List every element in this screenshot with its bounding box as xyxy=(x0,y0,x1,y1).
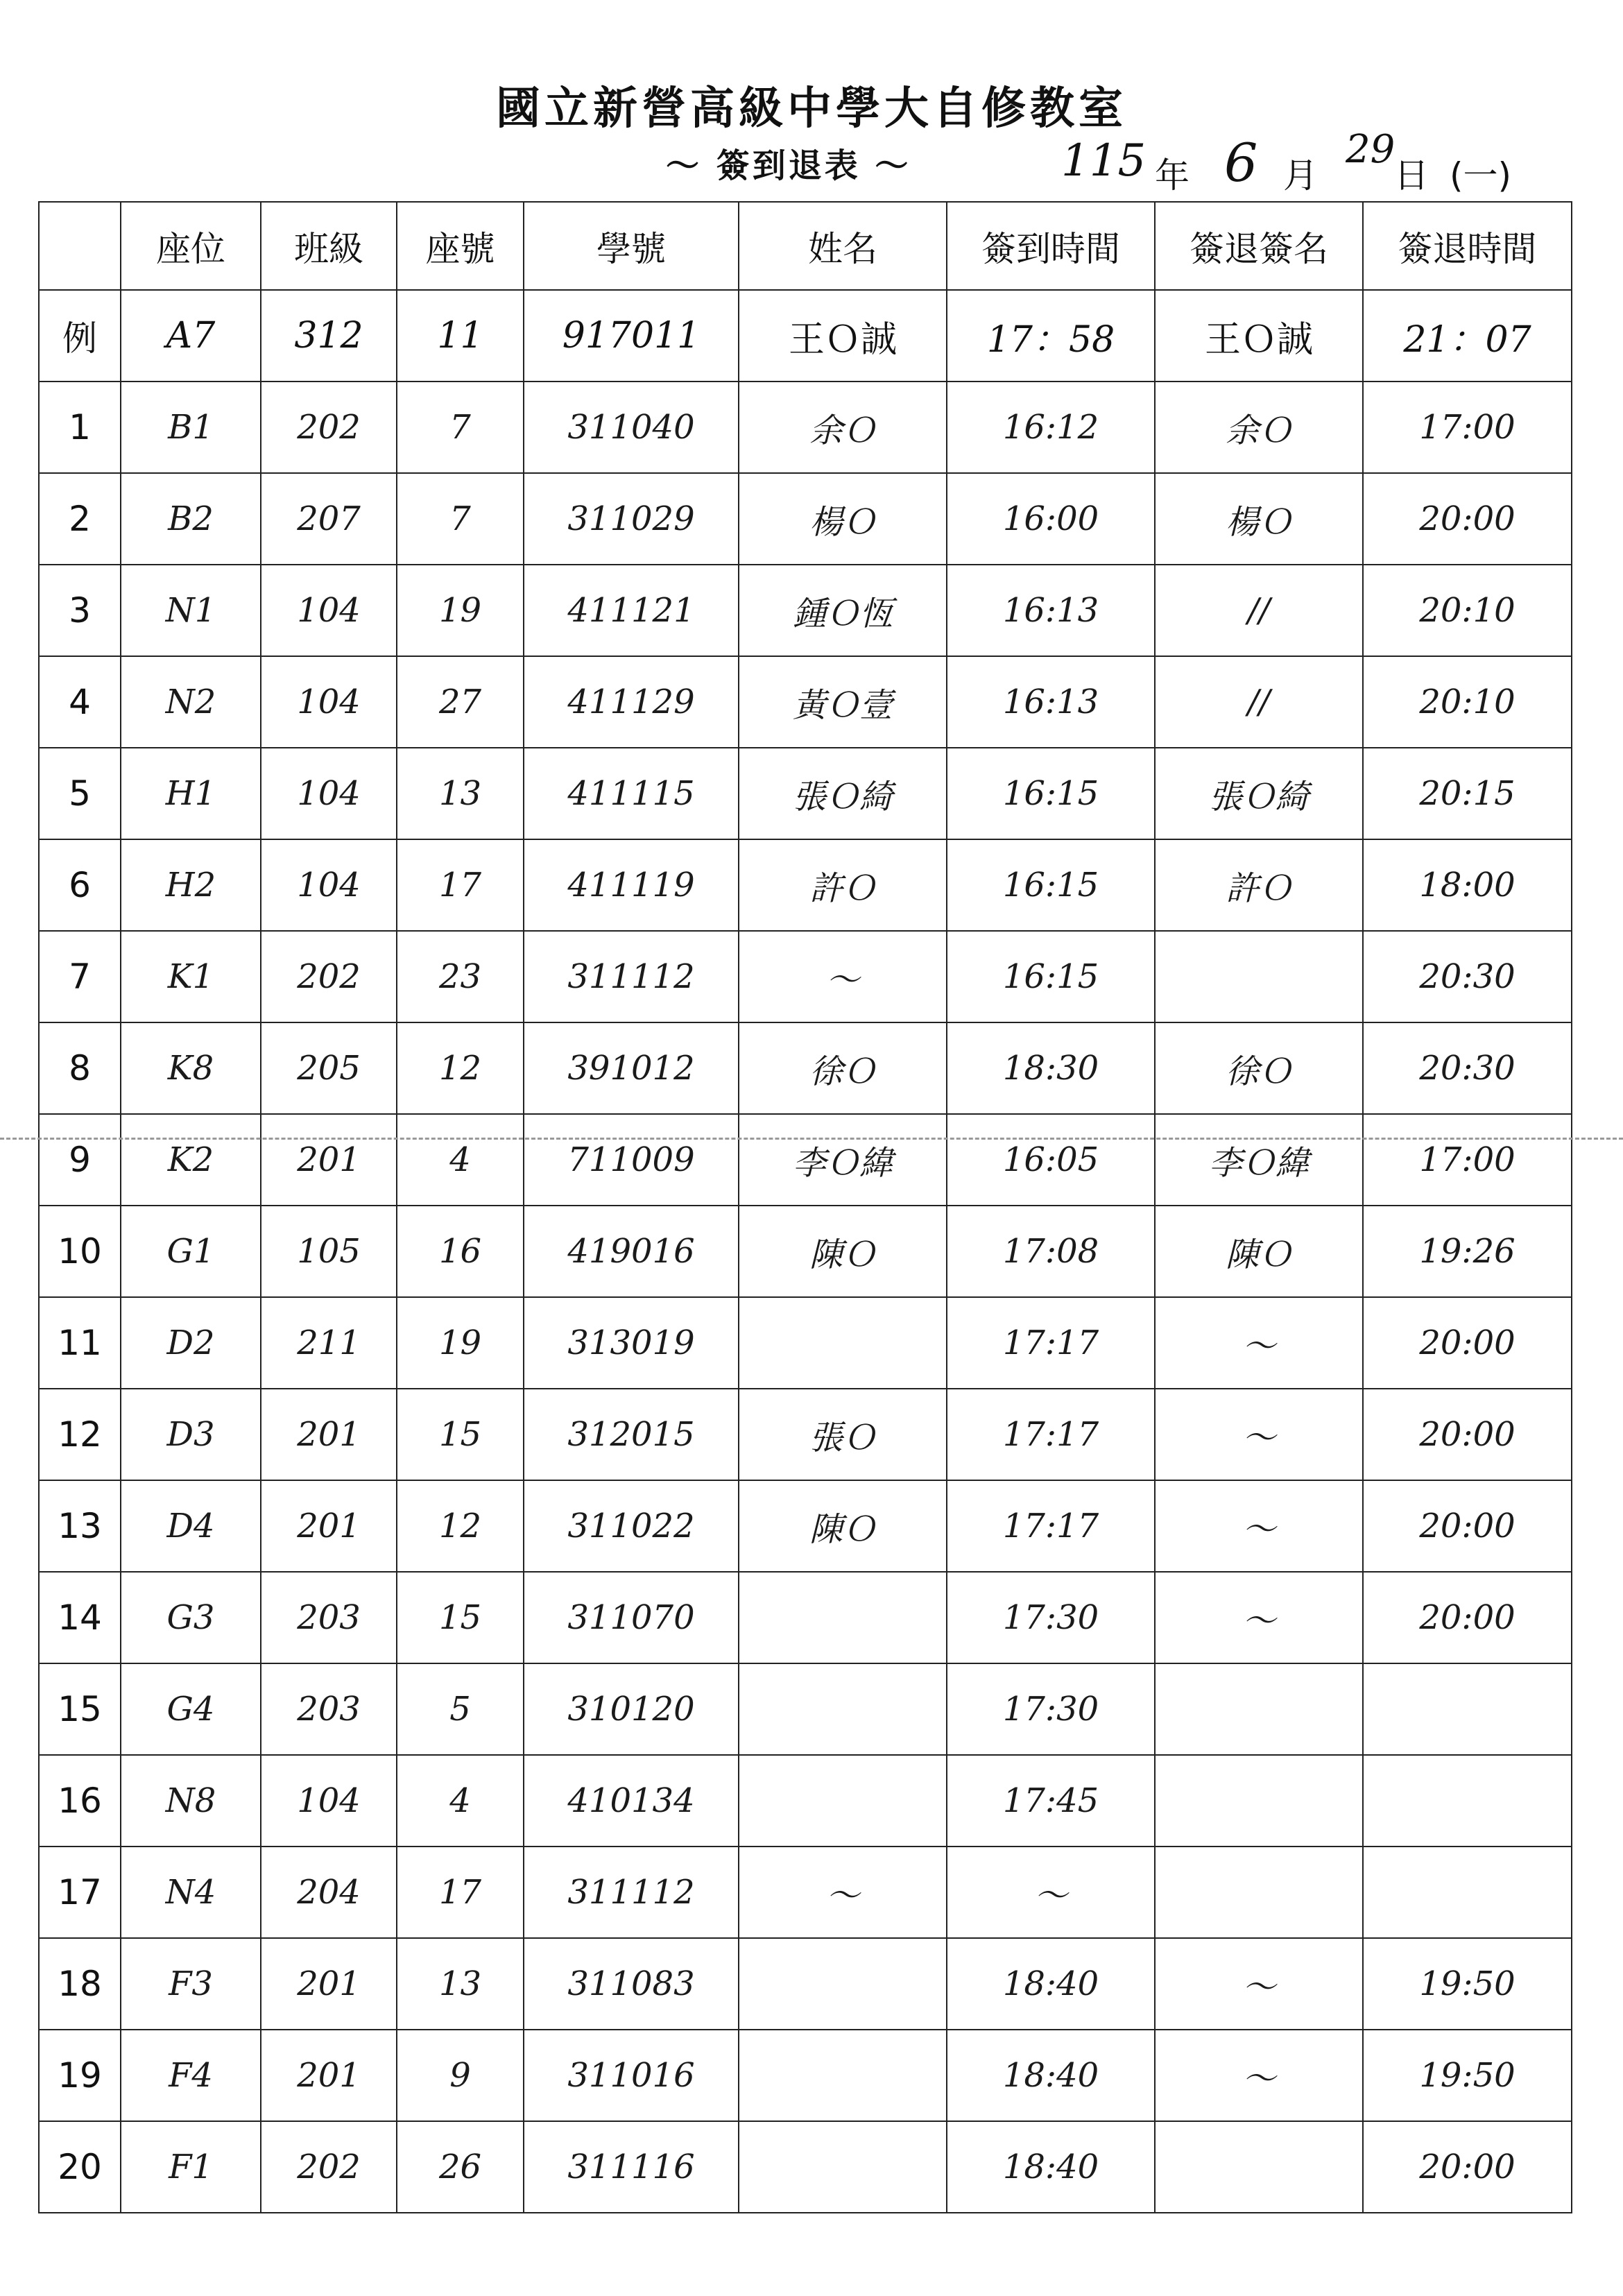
cell-seat: N1 xyxy=(121,565,261,656)
cell-row-index: 19 xyxy=(39,2030,121,2121)
cell-sign-out-signature: 楊Ｏ xyxy=(1155,473,1363,565)
fold-line xyxy=(0,1138,1623,1140)
sign-in-table xyxy=(38,201,1572,2213)
cell-sign-out-time xyxy=(1363,1755,1572,1847)
cell-seat-no: 4 xyxy=(397,1114,524,1206)
cell-sign-in-time: 16:00 xyxy=(947,473,1155,565)
cell-seat-no: 19 xyxy=(397,565,524,656)
table-row xyxy=(39,1206,1572,1297)
cell-class: 201 xyxy=(261,1114,397,1206)
cell-sign-out-signature: 徐Ｏ xyxy=(1155,1022,1363,1114)
cell-sign-out-time: 20:00 xyxy=(1363,1297,1572,1389)
col-index xyxy=(39,202,121,290)
cell-class: 104 xyxy=(261,748,397,839)
cell-sign-out-signature: 余Ｏ xyxy=(1155,382,1363,473)
cell-sign-out-time: 17:00 xyxy=(1363,1114,1572,1206)
cell-name: 鍾Ｏ恆 xyxy=(739,565,947,656)
cell-name xyxy=(739,1572,947,1663)
header-row xyxy=(39,202,1572,290)
example-sign-out-time: 21：07 xyxy=(1363,290,1572,382)
cell-name: 張Ｏ xyxy=(739,1389,947,1480)
cell-row-index: 2 xyxy=(39,473,121,565)
cell-name: 陳Ｏ xyxy=(739,1480,947,1572)
cell-sign-out-time: 20:30 xyxy=(1363,1022,1572,1114)
cell-seat: D3 xyxy=(121,1389,261,1480)
example-label: 例 xyxy=(39,290,121,382)
example-sign-in-time: 17：58 xyxy=(947,290,1155,382)
cell-sign-out-time: 19:26 xyxy=(1363,1206,1572,1297)
cell-name: ～ xyxy=(739,931,947,1022)
cell-seat-no: 15 xyxy=(397,1572,524,1663)
cell-student-id: 310120 xyxy=(524,1663,739,1755)
cell-name: ～ xyxy=(739,1847,947,1938)
cell-seat: H1 xyxy=(121,748,261,839)
cell-seat-no: 7 xyxy=(397,382,524,473)
cell-sign-in-time: 17:17 xyxy=(947,1297,1155,1389)
cell-class: 105 xyxy=(261,1206,397,1297)
cell-student-id: 311016 xyxy=(524,2030,739,2121)
cell-student-id: 311083 xyxy=(524,1938,739,2030)
cell-seat-no: 12 xyxy=(397,1480,524,1572)
col-sign-in-time: 簽到時間 xyxy=(947,202,1155,290)
example-sign-out-signature: 王Ｏ誠 xyxy=(1155,290,1363,382)
cell-seat: N8 xyxy=(121,1755,261,1847)
cell-sign-in-time: ～ xyxy=(947,1847,1155,1938)
cell-class: 201 xyxy=(261,1389,397,1480)
cell-seat-no: 15 xyxy=(397,1389,524,1480)
cell-sign-out-signature xyxy=(1155,1847,1363,1938)
date-year-label: 年 xyxy=(1155,155,1190,196)
cell-seat-no: 19 xyxy=(397,1297,524,1389)
table-row xyxy=(39,839,1572,931)
table-row xyxy=(39,565,1572,656)
example-student-id: 917011 xyxy=(524,290,739,382)
cell-sign-in-time: 17:45 xyxy=(947,1755,1155,1847)
cell-student-id: 311112 xyxy=(524,931,739,1022)
cell-class: 202 xyxy=(261,382,397,473)
cell-name: 徐Ｏ xyxy=(739,1022,947,1114)
cell-seat: F4 xyxy=(121,2030,261,2121)
cell-sign-out-signature: ～ xyxy=(1155,1297,1363,1389)
cell-class: 207 xyxy=(261,473,397,565)
table-row xyxy=(39,656,1572,748)
table-row xyxy=(39,382,1572,473)
table-row xyxy=(39,931,1572,1022)
cell-student-id: 410134 xyxy=(524,1755,739,1847)
cell-sign-in-time: 17:17 xyxy=(947,1480,1155,1572)
cell-student-id: 391012 xyxy=(524,1022,739,1114)
cell-student-id: 411119 xyxy=(524,839,739,931)
cell-sign-in-time: 18:40 xyxy=(947,1938,1155,2030)
cell-seat-no: 13 xyxy=(397,1938,524,2030)
cell-name xyxy=(739,1663,947,1755)
cell-student-id: 411121 xyxy=(524,565,739,656)
table-row xyxy=(39,1297,1572,1389)
cell-class: 201 xyxy=(261,1480,397,1572)
cell-sign-out-time: 19:50 xyxy=(1363,2030,1572,2121)
cell-sign-out-time: 20:00 xyxy=(1363,1572,1572,1663)
cell-seat-no: 12 xyxy=(397,1022,524,1114)
cell-seat: D4 xyxy=(121,1480,261,1572)
cell-class: 104 xyxy=(261,565,397,656)
cell-row-index: 13 xyxy=(39,1480,121,1572)
cell-seat: F3 xyxy=(121,1938,261,2030)
cell-sign-out-signature: ～ xyxy=(1155,1389,1363,1480)
cell-sign-out-time: 20:15 xyxy=(1363,748,1572,839)
date-day-label: 日 xyxy=(1394,155,1429,196)
cell-row-index: 1 xyxy=(39,382,121,473)
cell-name: 楊Ｏ xyxy=(739,473,947,565)
cell-seat: K2 xyxy=(121,1114,261,1206)
cell-row-index: 7 xyxy=(39,931,121,1022)
table-row xyxy=(39,2030,1572,2121)
date-weekday: (一) xyxy=(1450,155,1512,196)
table-row xyxy=(39,748,1572,839)
table-row xyxy=(39,473,1572,565)
cell-student-id: 711009 xyxy=(524,1114,739,1206)
cell-sign-out-signature: ～ xyxy=(1155,1480,1363,1572)
cell-row-index: 12 xyxy=(39,1389,121,1480)
cell-row-index: 10 xyxy=(39,1206,121,1297)
table-row xyxy=(39,1938,1572,2030)
cell-sign-in-time: 18:30 xyxy=(947,1022,1155,1114)
cell-row-index: 6 xyxy=(39,839,121,931)
cell-class: 211 xyxy=(261,1297,397,1389)
cell-class: 201 xyxy=(261,1938,397,2030)
cell-seat: N4 xyxy=(121,1847,261,1938)
cell-seat: F1 xyxy=(121,2121,261,2213)
table-row xyxy=(39,1755,1572,1847)
cell-sign-out-time: 20:10 xyxy=(1363,565,1572,656)
table-row xyxy=(39,1480,1572,1572)
cell-student-id: 419016 xyxy=(524,1206,739,1297)
cell-seat: N2 xyxy=(121,656,261,748)
col-sign-out-time: 簽退時間 xyxy=(1363,202,1572,290)
cell-row-index: 17 xyxy=(39,1847,121,1938)
cell-sign-out-signature: 許Ｏ xyxy=(1155,839,1363,931)
cell-class: 203 xyxy=(261,1572,397,1663)
example-class: 312 xyxy=(261,290,397,382)
cell-class: 204 xyxy=(261,1847,397,1938)
table-row xyxy=(39,1114,1572,1206)
cell-class: 205 xyxy=(261,1022,397,1114)
cell-row-index: 5 xyxy=(39,748,121,839)
cell-sign-out-time: 20:10 xyxy=(1363,656,1572,748)
cell-name: 李Ｏ緯 xyxy=(739,1114,947,1206)
cell-seat: K8 xyxy=(121,1022,261,1114)
cell-student-id: 311029 xyxy=(524,473,739,565)
cell-row-index: 8 xyxy=(39,1022,121,1114)
cell-sign-out-signature: // xyxy=(1155,656,1363,748)
cell-sign-out-signature: 陳Ｏ xyxy=(1155,1206,1363,1297)
example-seat: A7 xyxy=(121,290,261,382)
cell-seat-no: 17 xyxy=(397,839,524,931)
cell-class: 202 xyxy=(261,2121,397,2213)
cell-seat: B1 xyxy=(121,382,261,473)
cell-class: 203 xyxy=(261,1663,397,1755)
cell-student-id: 311112 xyxy=(524,1847,739,1938)
cell-student-id: 411129 xyxy=(524,656,739,748)
document-subtitle: ～ 簽到退表 ～ xyxy=(666,146,911,185)
col-student-id: 學號 xyxy=(524,202,739,290)
document-title: 國立新營高級中學大自修教室 xyxy=(496,83,1127,135)
cell-sign-out-time: 20:00 xyxy=(1363,473,1572,565)
col-seat-no: 座號 xyxy=(397,202,524,290)
cell-seat-no: 17 xyxy=(397,1847,524,1938)
cell-sign-out-signature: ～ xyxy=(1155,1572,1363,1663)
cell-seat-no: 16 xyxy=(397,1206,524,1297)
cell-row-index: 18 xyxy=(39,1938,121,2030)
cell-seat: K1 xyxy=(121,931,261,1022)
cell-name xyxy=(739,1297,947,1389)
cell-class: 104 xyxy=(261,839,397,931)
cell-seat-no: 27 xyxy=(397,656,524,748)
cell-sign-in-time: 16:13 xyxy=(947,656,1155,748)
cell-class: 104 xyxy=(261,656,397,748)
cell-student-id: 312015 xyxy=(524,1389,739,1480)
table-row xyxy=(39,1663,1572,1755)
example-row xyxy=(39,290,1572,382)
cell-sign-in-time: 17:30 xyxy=(947,1572,1155,1663)
cell-sign-out-time xyxy=(1363,1663,1572,1755)
date-month-label: 月 xyxy=(1283,155,1318,196)
cell-seat-no: 5 xyxy=(397,1663,524,1755)
cell-row-index: 15 xyxy=(39,1663,121,1755)
cell-sign-out-time: 19:50 xyxy=(1363,1938,1572,2030)
cell-row-index: 20 xyxy=(39,2121,121,2213)
cell-seat: G4 xyxy=(121,1663,261,1755)
cell-name: 陳Ｏ xyxy=(739,1206,947,1297)
col-sign-out-signature: 簽退簽名 xyxy=(1155,202,1363,290)
cell-name xyxy=(739,1755,947,1847)
date-year: 115 xyxy=(1061,135,1147,187)
cell-seat-no: 13 xyxy=(397,748,524,839)
cell-name: 張Ｏ綺 xyxy=(739,748,947,839)
cell-seat-no: 26 xyxy=(397,2121,524,2213)
cell-sign-in-time: 16:15 xyxy=(947,839,1155,931)
cell-name xyxy=(739,1938,947,2030)
cell-sign-in-time: 17:17 xyxy=(947,1389,1155,1480)
cell-student-id: 311070 xyxy=(524,1572,739,1663)
table-row xyxy=(39,1572,1572,1663)
cell-sign-in-time: 17:30 xyxy=(947,1663,1155,1755)
cell-class: 202 xyxy=(261,931,397,1022)
cell-sign-out-time: 20:00 xyxy=(1363,2121,1572,2213)
cell-sign-out-time: 20:00 xyxy=(1363,1389,1572,1480)
cell-seat-no: 4 xyxy=(397,1755,524,1847)
cell-seat: H2 xyxy=(121,839,261,931)
cell-row-index: 14 xyxy=(39,1572,121,1663)
cell-seat-no: 7 xyxy=(397,473,524,565)
cell-sign-in-time: 16:05 xyxy=(947,1114,1155,1206)
cell-sign-in-time: 18:40 xyxy=(947,2121,1155,2213)
cell-class: 104 xyxy=(261,1755,397,1847)
cell-sign-in-time: 16:13 xyxy=(947,565,1155,656)
cell-student-id: 311022 xyxy=(524,1480,739,1572)
cell-sign-out-time: 20:30 xyxy=(1363,931,1572,1022)
cell-seat: D2 xyxy=(121,1297,261,1389)
cell-row-index: 11 xyxy=(39,1297,121,1389)
example-name: 王Ｏ誠 xyxy=(739,290,947,382)
cell-sign-out-time: 18:00 xyxy=(1363,839,1572,931)
col-name: 姓名 xyxy=(739,202,947,290)
cell-sign-out-signature: 李Ｏ緯 xyxy=(1155,1114,1363,1206)
cell-seat-no: 23 xyxy=(397,931,524,1022)
table-row xyxy=(39,2121,1572,2213)
cell-student-id: 313019 xyxy=(524,1297,739,1389)
cell-class: 201 xyxy=(261,2030,397,2121)
date-day: 29 xyxy=(1346,127,1396,172)
cell-sign-in-time: 16:15 xyxy=(947,931,1155,1022)
cell-name: 余Ｏ xyxy=(739,382,947,473)
cell-sign-out-signature xyxy=(1155,931,1363,1022)
cell-seat: B2 xyxy=(121,473,261,565)
cell-sign-in-time: 17:08 xyxy=(947,1206,1155,1297)
cell-row-index: 16 xyxy=(39,1755,121,1847)
cell-sign-out-time: 20:00 xyxy=(1363,1480,1572,1572)
cell-sign-out-signature xyxy=(1155,1663,1363,1755)
cell-sign-out-signature xyxy=(1155,2121,1363,2213)
cell-name xyxy=(739,2030,947,2121)
example-seat-no: 11 xyxy=(397,290,524,382)
cell-sign-in-time: 16:15 xyxy=(947,748,1155,839)
cell-sign-out-signature: // xyxy=(1155,565,1363,656)
cell-student-id: 311116 xyxy=(524,2121,739,2213)
cell-student-id: 411115 xyxy=(524,748,739,839)
cell-sign-out-signature: ～ xyxy=(1155,2030,1363,2121)
cell-seat: G3 xyxy=(121,1572,261,1663)
cell-row-index: 3 xyxy=(39,565,121,656)
table-row xyxy=(39,1847,1572,1938)
cell-sign-out-signature xyxy=(1155,1755,1363,1847)
cell-sign-out-signature: ～ xyxy=(1155,1938,1363,2030)
col-seat: 座位 xyxy=(121,202,261,290)
cell-row-index: 9 xyxy=(39,1114,121,1206)
date-month: 6 xyxy=(1224,132,1258,194)
date-line xyxy=(1061,127,1588,198)
table-row xyxy=(39,1389,1572,1480)
cell-name: 許Ｏ xyxy=(739,839,947,931)
table-row xyxy=(39,1022,1572,1114)
cell-student-id: 311040 xyxy=(524,382,739,473)
cell-name xyxy=(739,2121,947,2213)
cell-seat-no: 9 xyxy=(397,2030,524,2121)
cell-sign-out-signature: 張Ｏ綺 xyxy=(1155,748,1363,839)
cell-sign-in-time: 18:40 xyxy=(947,2030,1155,2121)
cell-seat: G1 xyxy=(121,1206,261,1297)
cell-sign-out-time xyxy=(1363,1847,1572,1938)
cell-row-index: 4 xyxy=(39,656,121,748)
cell-sign-out-time: 17:00 xyxy=(1363,382,1572,473)
cell-name: 黃Ｏ壹 xyxy=(739,656,947,748)
cell-sign-in-time: 16:12 xyxy=(947,382,1155,473)
col-class: 班級 xyxy=(261,202,397,290)
